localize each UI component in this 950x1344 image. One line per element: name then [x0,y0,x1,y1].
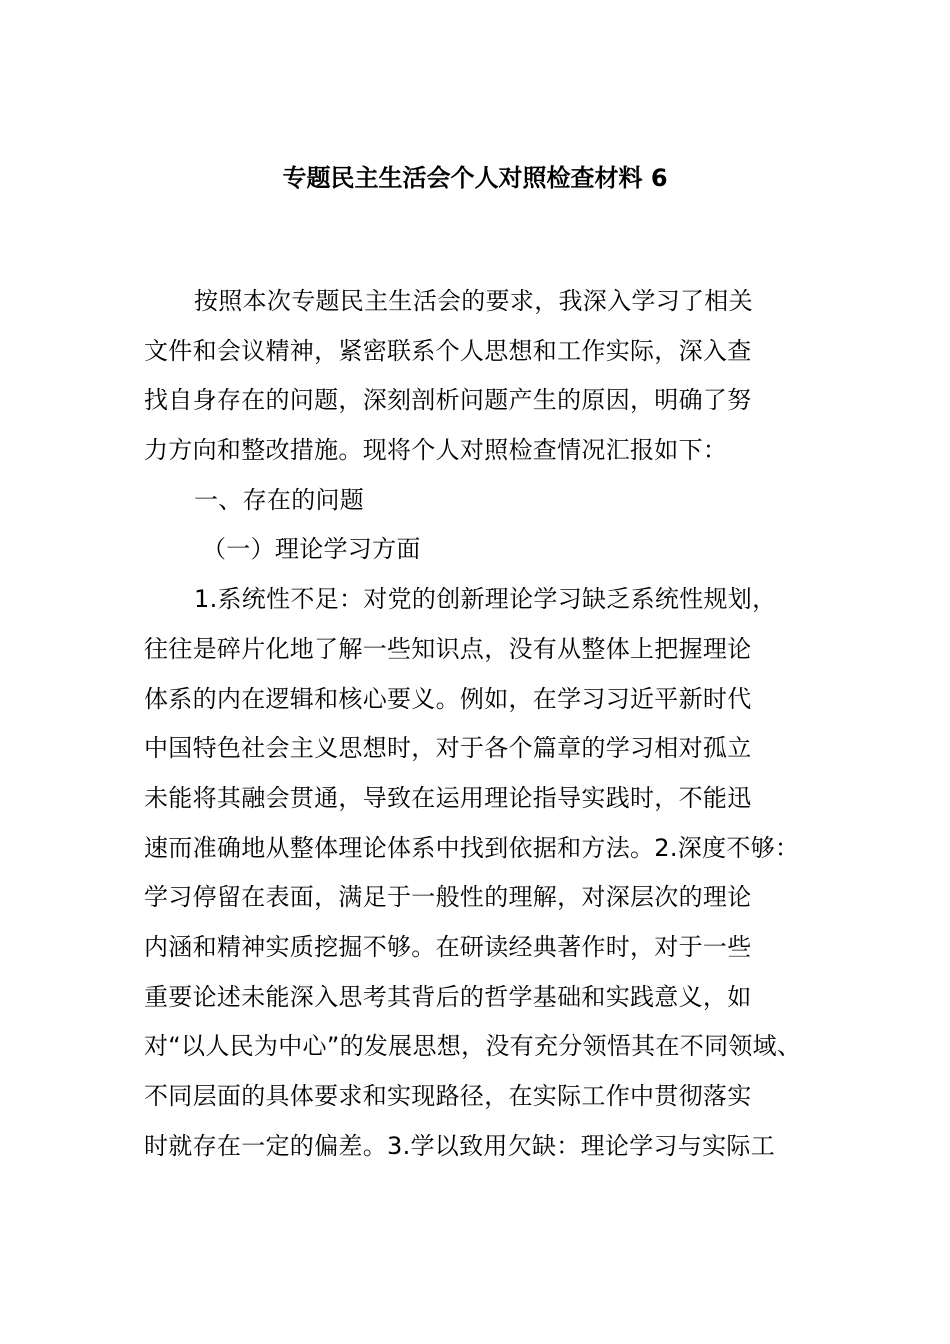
subsection-heading: （一）理论学习方面 [202,535,421,564]
paragraph-line: 对“以人民为中心”的发展思想，没有充分领悟其在不同领域、 [144,1032,802,1061]
document-title: 专题民主生活会个人对照检查材料 6 [282,164,668,192]
paragraph-line: 中国特色社会主义思想时，对于各个篇章的学习相对孤立 [144,734,752,763]
paragraph-line: 学习停留在表面，满足于一般性的理解，对深层次的理论 [144,883,752,912]
paragraph-line: 文件和会议精神，紧密联系个人思想和工作实际，深入查 [144,336,752,365]
paragraph-line: 重要论述未能深入思考其背后的哲学基础和实践意义，如 [144,982,752,1011]
paragraph-line: 不同层面的具体要求和实现路径，在实际工作中贯彻落实 [144,1082,752,1110]
paragraph-line: 往往是碎片化地了解一些知识点，没有从整体上把握理论 [144,634,752,663]
paragraph-line: 时就存在一定的偏差。3.学以致用欠缺：理论学习与实际工 [144,1131,775,1160]
paragraph-line: 内涵和精神实质挖掘不够。在研读经典著作时，对于一些 [144,932,752,961]
paragraph-line: 未能将其融会贯通，导致在运用理论指导实践时，不能迅 [144,783,752,812]
section-heading: 一、存在的问题 [194,485,365,514]
paragraph-line: 找自身存在的问题，深刻剖析问题产生的原因，明确了努 [144,386,752,415]
paragraph-line: 体系的内在逻辑和核心要义。例如，在学习习近平新时代 [144,684,752,713]
paragraph-line: 按照本次专题民主生活会的要求，我深入学习了相关 [194,287,753,315]
paragraph-line: 力方向和整改措施。现将个人对照检查情况汇报如下： [144,436,728,465]
document-body [144,277,834,1171]
paragraph-line: 1.系统性不足：对党的创新理论学习缺乏系统性规划， [194,585,777,614]
paragraph-line: 速而准确地从整体理论体系中找到依据和方法。2.深度不够： [144,833,800,862]
